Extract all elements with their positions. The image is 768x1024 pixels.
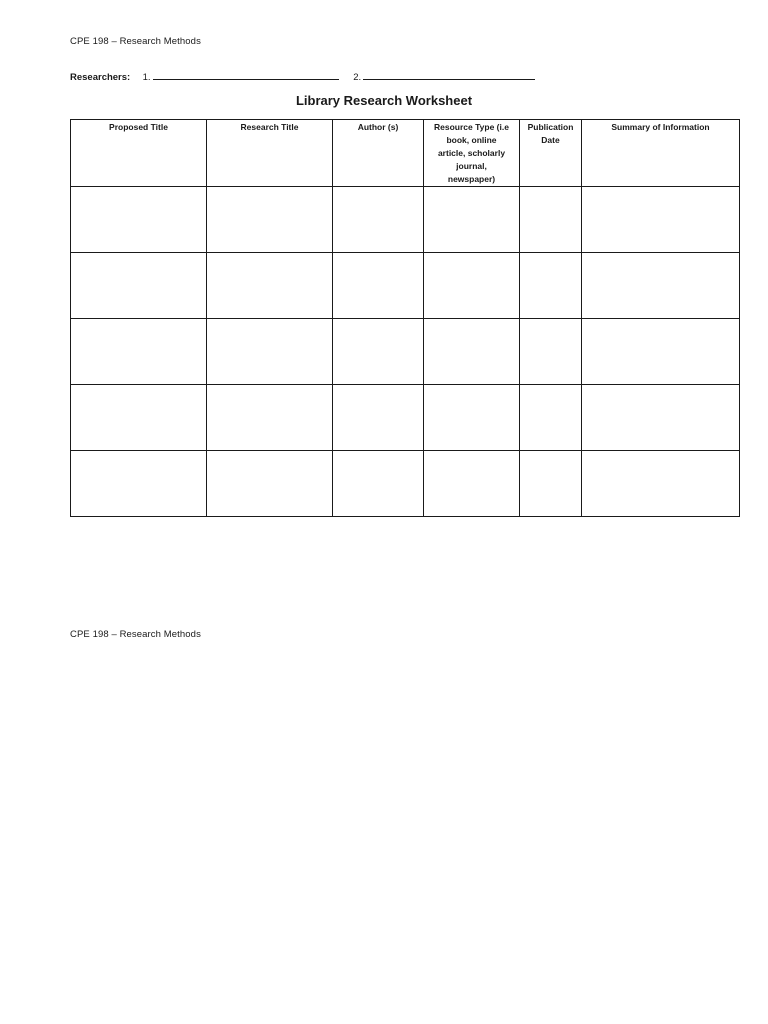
- cell-resource-type[interactable]: [424, 385, 520, 451]
- cell-publication-date[interactable]: [520, 385, 582, 451]
- column-header-research-title: Research Title: [207, 120, 333, 187]
- cell-authors[interactable]: [333, 187, 424, 253]
- researcher-1-number: 1.: [142, 72, 151, 83]
- cell-research-title[interactable]: [207, 253, 333, 319]
- researchers-label: Researchers:: [70, 72, 131, 83]
- cell-summary[interactable]: [582, 253, 740, 319]
- researchers-row: [70, 70, 535, 83]
- table-header-row: [71, 120, 740, 187]
- cell-summary[interactable]: [582, 451, 740, 517]
- cell-publication-date[interactable]: [520, 253, 582, 319]
- researcher-2-field[interactable]: [363, 70, 535, 80]
- cell-authors[interactable]: [333, 319, 424, 385]
- cell-publication-date[interactable]: [520, 319, 582, 385]
- cell-resource-type[interactable]: [424, 253, 520, 319]
- researcher-1-field[interactable]: [153, 70, 339, 80]
- cell-authors[interactable]: [333, 451, 424, 517]
- cell-summary[interactable]: [582, 385, 740, 451]
- column-header-proposed-title: Proposed Title: [71, 120, 207, 187]
- cell-proposed-title[interactable]: [71, 451, 207, 517]
- cell-publication-date[interactable]: [520, 187, 582, 253]
- cell-research-title[interactable]: [207, 451, 333, 517]
- cell-research-title[interactable]: [207, 319, 333, 385]
- table-row: [71, 253, 740, 319]
- table-row: [71, 451, 740, 517]
- column-header-resource-type: Resource Type (i.e book, online article, scholarly journal, newspaper): [424, 120, 520, 187]
- cell-proposed-title[interactable]: [71, 319, 207, 385]
- table-row: [71, 187, 740, 253]
- worksheet-title: Library Research Worksheet: [295, 93, 473, 108]
- cell-resource-type[interactable]: [424, 319, 520, 385]
- cell-publication-date[interactable]: [520, 451, 582, 517]
- cell-research-title[interactable]: [207, 385, 333, 451]
- researcher-slot-1: [143, 70, 339, 83]
- cell-proposed-title[interactable]: [71, 385, 207, 451]
- cell-authors[interactable]: [333, 253, 424, 319]
- column-header-publication-date: Publication Date: [520, 120, 582, 187]
- researcher-slot-2: [353, 70, 535, 83]
- cell-proposed-title[interactable]: [71, 187, 207, 253]
- table-row: [71, 385, 740, 451]
- cell-research-title[interactable]: [207, 187, 333, 253]
- cell-resource-type[interactable]: [424, 187, 520, 253]
- cell-authors[interactable]: [333, 385, 424, 451]
- page-footer-header: CPE 198 – Research Methods: [70, 629, 201, 640]
- cell-summary[interactable]: [582, 187, 740, 253]
- table-row: [71, 319, 740, 385]
- cell-resource-type[interactable]: [424, 451, 520, 517]
- cell-proposed-title[interactable]: [71, 253, 207, 319]
- column-header-authors: Author (s): [333, 120, 424, 187]
- researcher-2-number: 2.: [353, 72, 362, 83]
- cell-summary[interactable]: [582, 319, 740, 385]
- page-header: CPE 198 – Research Methods: [70, 36, 201, 47]
- column-header-summary: Summary of Information: [582, 120, 740, 187]
- research-table: [70, 119, 740, 517]
